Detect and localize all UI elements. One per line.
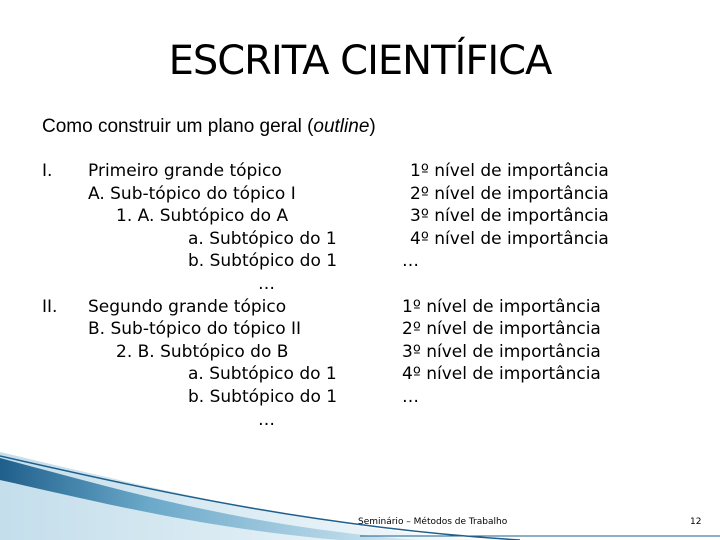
- subtitle-italic: outline: [313, 116, 370, 137]
- outline-row: [42, 318, 682, 341]
- slide-title: ESCRITA CIENTÍFICA: [168, 38, 552, 84]
- importance-level: 2º nível de importância: [410, 183, 609, 204]
- outline-row: [42, 250, 682, 273]
- outline-item: Primeiro grande tópico: [88, 161, 282, 181]
- outline-item: b. Subtópico do 1: [188, 386, 338, 407]
- outline-item: A. Sub-tópico do tópico I: [88, 183, 296, 204]
- outline-row: [42, 273, 682, 296]
- outline-item: a. Subtópico do 1: [188, 364, 337, 385]
- importance-level: 2º nível de importância: [402, 319, 601, 340]
- importance-level: 3º nível de importância: [410, 206, 609, 227]
- outline-row: [42, 363, 682, 386]
- page-number: 12: [690, 517, 702, 527]
- section-numeral: II.: [42, 296, 58, 317]
- outline-row: [42, 296, 682, 319]
- outline-item: a. Subtópico do 1: [188, 228, 337, 249]
- outline-row: [42, 183, 682, 206]
- outline-item: Segundo grande tópico: [88, 296, 287, 317]
- subtitle-end: ): [369, 116, 376, 137]
- outline-row: [42, 228, 682, 251]
- importance-level: …: [402, 386, 419, 407]
- outline-item: 2. B. Subtópico do B: [116, 341, 289, 362]
- importance-level: 1º nível de importância: [402, 296, 601, 317]
- footer-text: Seminário – Métodos de Trabalho: [358, 517, 508, 527]
- outline-row: [42, 205, 682, 228]
- slide-subtitle: [42, 116, 376, 138]
- outline-body: [42, 160, 682, 431]
- importance-level: 4º nível de importância: [410, 228, 609, 249]
- importance-level: 3º nível de importância: [402, 341, 601, 362]
- importance-level: 1º nível de importância: [410, 161, 609, 181]
- importance-level: 4º nível de importância: [402, 364, 601, 385]
- section-numeral: I.: [42, 161, 53, 181]
- outline-row: [42, 341, 682, 364]
- outline-item: …: [258, 409, 275, 430]
- outline-item: 1. A. Subtópico do A: [116, 206, 289, 227]
- importance-level: …: [402, 251, 419, 272]
- outline-item: B. Sub-tópico do tópico II: [88, 319, 302, 340]
- outline-row: [42, 386, 682, 409]
- outline-item: …: [258, 273, 275, 294]
- outline-row: [42, 409, 682, 432]
- outline-item: b. Subtópico do 1: [188, 251, 338, 272]
- outline-row: [42, 160, 682, 183]
- subtitle-main: Como construir um plano geral (: [42, 116, 314, 137]
